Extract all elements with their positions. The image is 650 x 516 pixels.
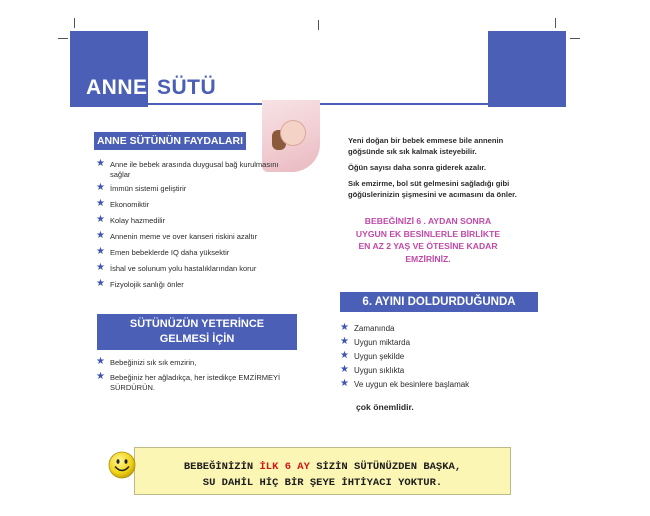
- list-item: ★ Uygun sıklıkta: [340, 364, 405, 375]
- list-item: ★ Kolay hazmedilir: [96, 214, 166, 225]
- page-title-sutu: SÜTÜ: [157, 76, 217, 99]
- list-item: ★ Emen bebeklerde IQ daha yüksektir: [96, 246, 230, 257]
- paragraph-2: Öğün sayısı daha sonra giderek azalır.: [348, 163, 487, 172]
- key-message-highlight: İLK 6 AY: [259, 461, 310, 473]
- star-icon: ★: [96, 262, 105, 273]
- star-icon: ★: [340, 350, 349, 361]
- six-month-heading: 6. AYINI DOLDURDUĞUNDA: [340, 292, 538, 312]
- enough-milk-heading-line1: SÜTÜNÜZÜN YETERİNCE: [129, 318, 265, 330]
- paragraph-3: Sık emzirme, bol süt gelmesini sağladığı gibi göğüslerinizin şişmesini ve acımasını da önler.: [348, 179, 517, 199]
- title-block-right: [488, 31, 566, 107]
- crop-mark: [555, 18, 556, 28]
- crop-mark: [74, 18, 75, 28]
- key-message-line2: SU DAHİL HİÇ BİR ŞEYE İHTİYACI YOKTUR.: [202, 477, 443, 489]
- smiley-icon: [108, 451, 136, 479]
- star-icon: ★: [340, 336, 349, 347]
- list-item: ★ İshal ve solunum yolu hastalıklarından korur: [96, 262, 257, 273]
- list-item: ★ Bebeğinizi sık sık emzirin,: [96, 356, 197, 367]
- list-item: ★ Fizyolojik sanlığı önler: [96, 278, 184, 289]
- key-message-line1: BEBEĞİNİZİN İLK 6 AY SİZİN SÜTÜNÜZDEN BAŞKA,: [183, 461, 462, 473]
- star-icon: ★: [96, 214, 105, 225]
- key-message-box: [134, 447, 511, 495]
- photo-baby: [280, 120, 306, 146]
- benefits-heading: ANNE SÜTÜNÜN FAYDALARI: [94, 132, 246, 150]
- very-important-text: çok önemlidir.: [356, 402, 414, 412]
- list-item: ★ Uygun şekilde: [340, 350, 405, 361]
- list-item: ★ Ve uygun ek besinlere başlamak: [340, 378, 470, 389]
- star-icon: ★: [96, 356, 105, 367]
- star-icon: ★: [96, 371, 105, 382]
- star-icon: ★: [96, 198, 105, 209]
- star-icon: ★: [96, 246, 105, 257]
- list-item: ★ Uygun miktarda: [340, 336, 411, 347]
- enough-milk-heading-line2: GELMESİ İÇİN: [159, 333, 235, 345]
- six-month-list: [340, 324, 540, 394]
- list-item: ★ Annenin meme ve over kanseri riskini azaltır: [96, 230, 258, 241]
- paragraph-1: Yeni doğan bir bebek emmese bile annenin göğsünde sık sık kalmak isteyebilir.: [348, 136, 504, 156]
- list-item: ★ İmmün sistemi geliştirir: [96, 182, 187, 193]
- crop-mark: [318, 20, 319, 30]
- list-item: ★ Zamanında: [340, 322, 395, 333]
- enough-milk-list: [96, 358, 306, 398]
- list-item: ★ Anne ile bebek arasında duygusal bağ kurulmasını sağlar: [96, 158, 279, 179]
- enough-milk-heading: [97, 314, 297, 350]
- crop-mark: [570, 38, 580, 39]
- page-title-anne: ANNE: [86, 76, 148, 99]
- star-icon: ★: [96, 230, 105, 241]
- recommendation-text: BEBEĞİNİZİ 6 . AYDAN SONRA UYGUN EK BESİNLERLE BİRLİKTE EN AZ 2 YAŞ VE ÖTESİNE KADAR EMZİRİNİZ.: [355, 216, 501, 264]
- star-icon: ★: [340, 322, 349, 333]
- star-icon: ★: [96, 158, 105, 169]
- star-icon: ★: [340, 364, 349, 375]
- star-icon: ★: [96, 182, 105, 193]
- benefits-list: [96, 160, 286, 296]
- star-icon: ★: [96, 278, 105, 289]
- star-icon: ★: [340, 378, 349, 389]
- crop-mark: [58, 38, 68, 39]
- list-item: ★ Ekonomiktir: [96, 198, 150, 209]
- list-item: ★ Bebeğiniz her ağladıkça, her istedikçe EMZİRMEYİ SÜRDÜRÜN.: [96, 371, 281, 392]
